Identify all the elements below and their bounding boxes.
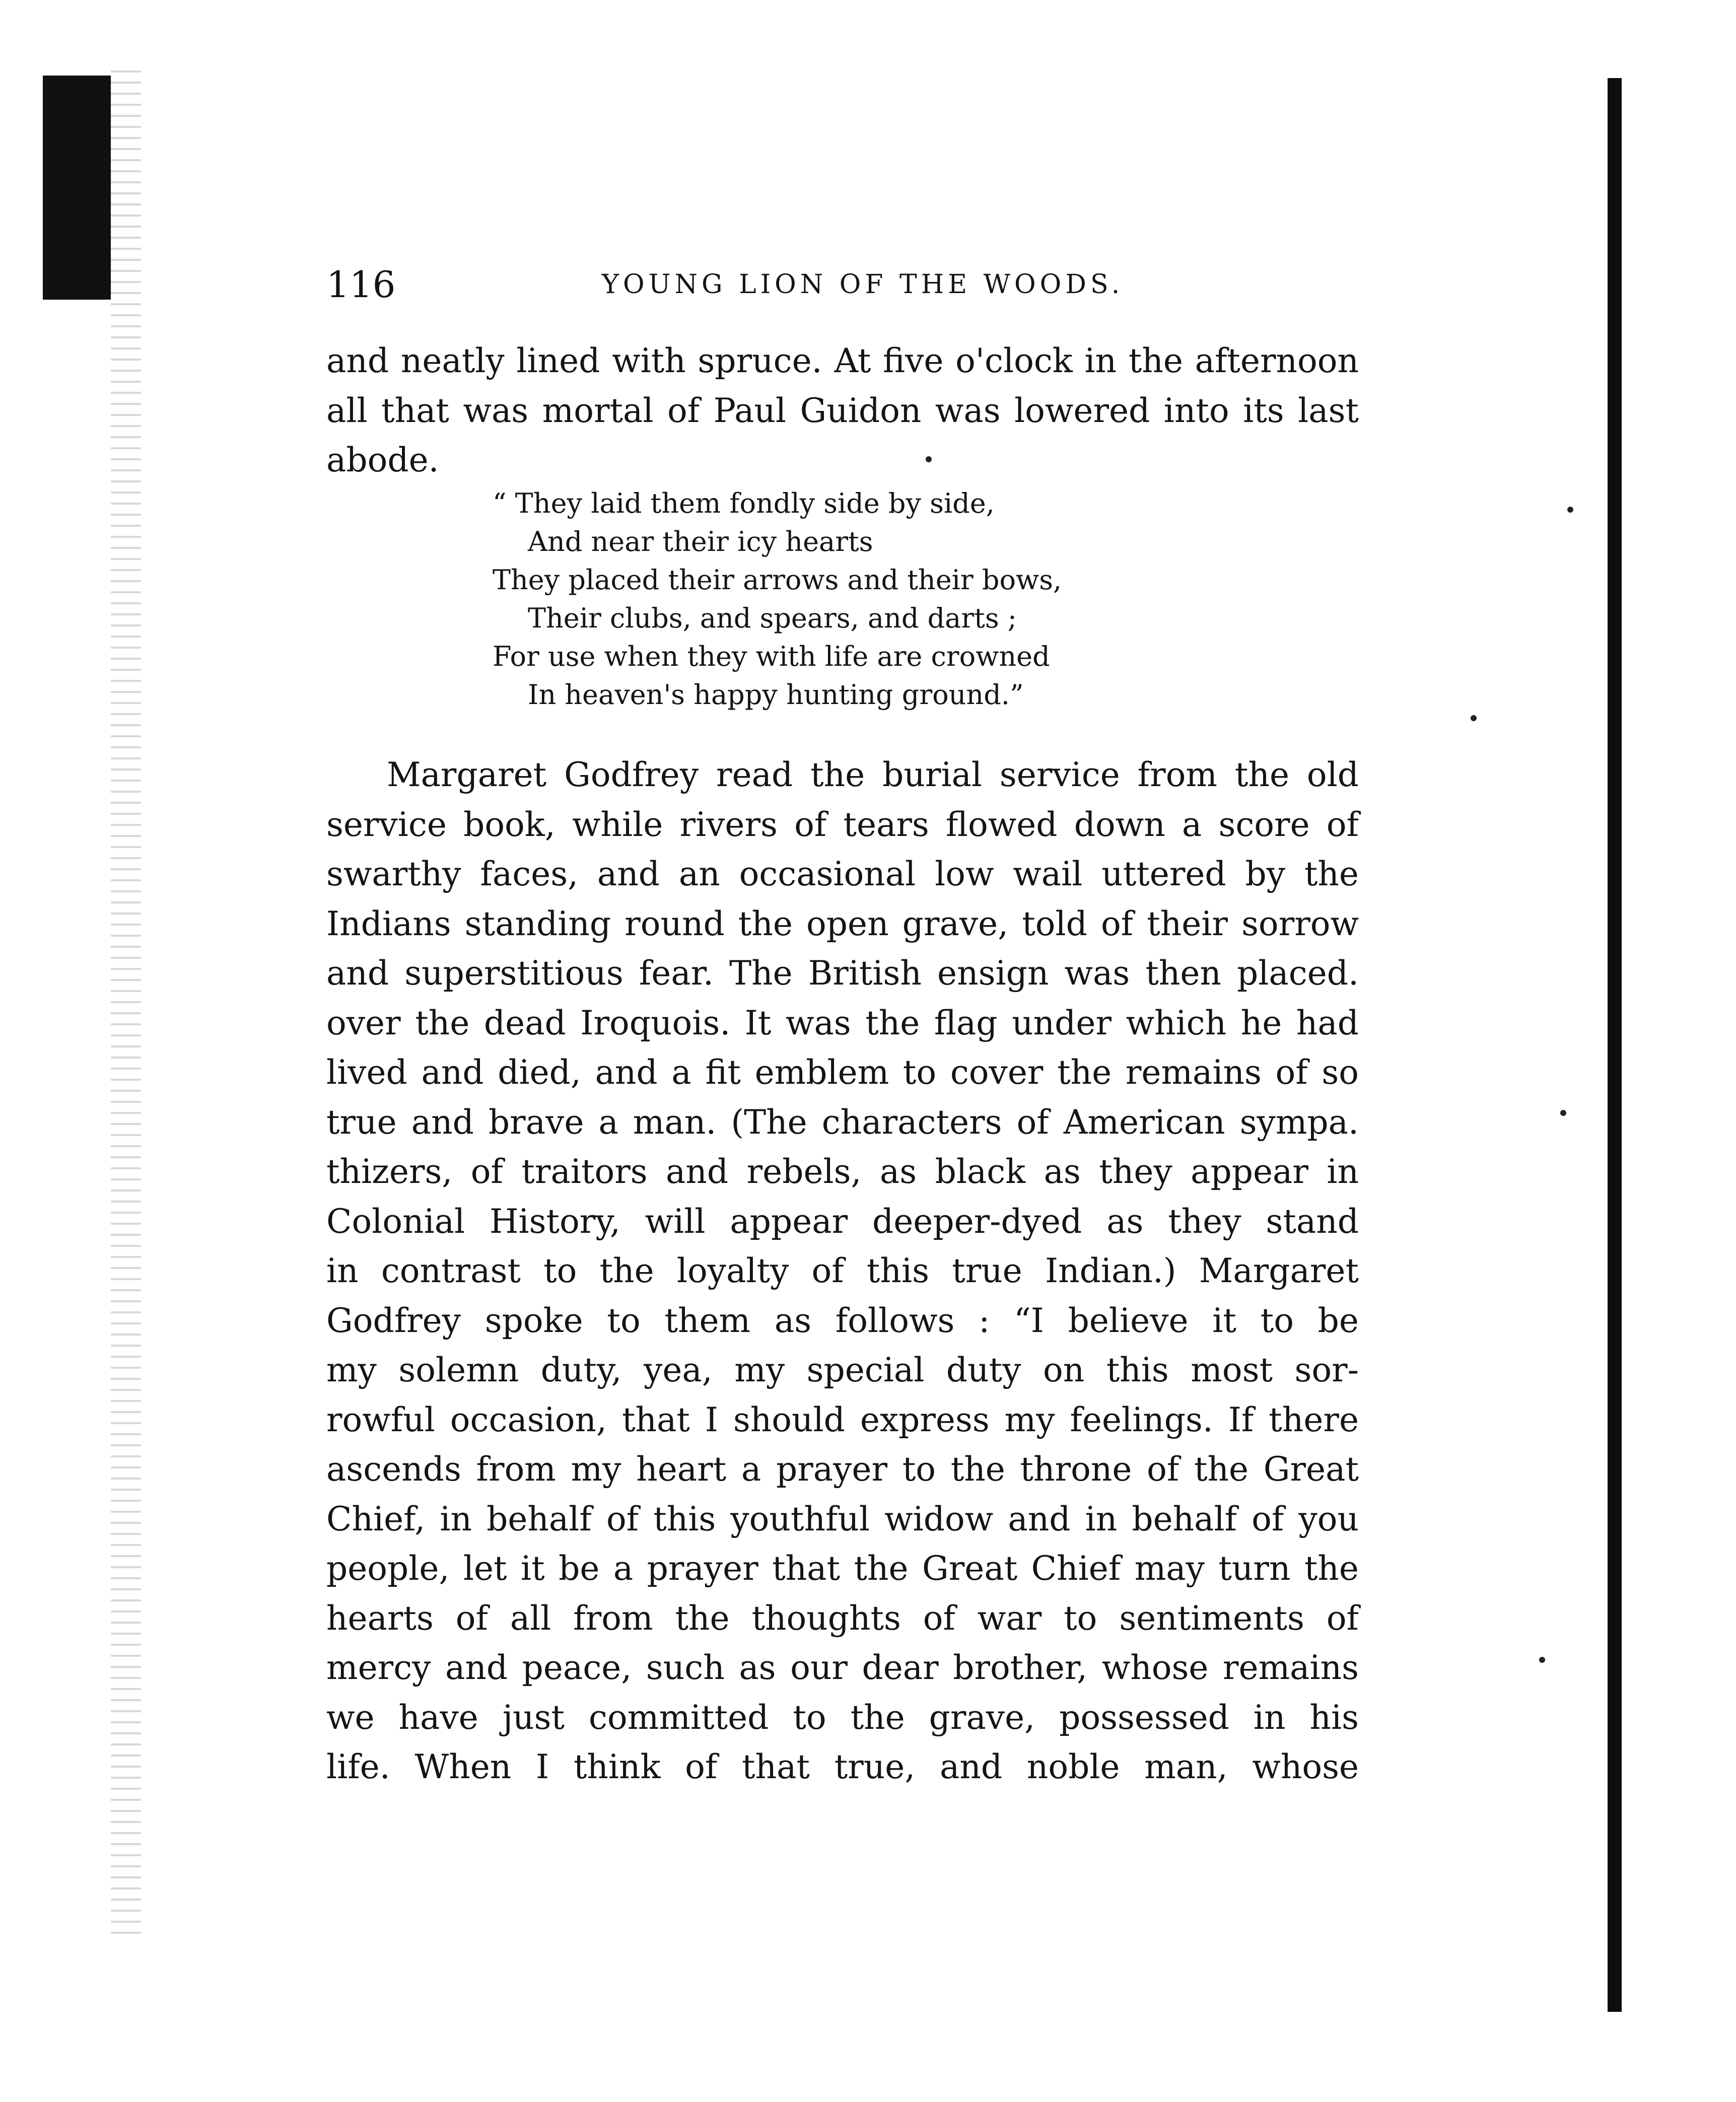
text-line: life. When I think of that true, and noble man, whose [326, 1747, 1359, 1786]
poem-quote [493, 484, 1157, 714]
text-line: thizers, of traitors and rebels, as black as they appear in [326, 1152, 1359, 1191]
scan-edge-right [1608, 78, 1622, 2012]
text-line: abode. [326, 441, 439, 479]
poem-line: For use when they with life are crowned [493, 641, 1050, 672]
text-line: and superstitious fear. The British ensign was then placed. [326, 954, 1359, 993]
text-line: Margaret Godfrey read the burial service from the old [387, 755, 1359, 794]
text-line: we have just committed to the grave, possessed in his [326, 1698, 1359, 1737]
scan-edge-left-fray [111, 71, 141, 1934]
text-line: lived and died, and a fit emblem to cover the remains of so [326, 1053, 1359, 1092]
text-line: in contrast to the loyalty of this true Indian.) Margaret [326, 1251, 1359, 1290]
text-line: hearts of all from the thoughts of war to sentiments of [326, 1598, 1359, 1638]
text-line: ascends from my heart a prayer to the throne of the Great [326, 1450, 1359, 1489]
text-line: all that was mortal of Paul Guidon was lowered into its last [326, 391, 1359, 430]
poem-line: And near their icy hearts [528, 526, 873, 557]
paragraph-1 [326, 336, 1359, 485]
poem-line: In heaven's happy hunting ground.” [528, 679, 1024, 711]
poem-line: “ They laid them fondly side by side, [493, 487, 995, 519]
running-head: YOUNG LION OF THE WOODS. [601, 269, 1124, 300]
text-line: swarthy faces, and an occasional low wail uttered by the [326, 855, 1359, 893]
text-line: and neatly lined with spruce. At five o'clock in the afternoon [326, 341, 1359, 380]
text-line: service book, while rivers of tears flowed down a score of [326, 805, 1359, 844]
print-speck [1567, 507, 1573, 513]
print-speck [1560, 1110, 1566, 1116]
scan-edge-left [43, 76, 111, 300]
text-line: Indians standing round the open grave, told of their sorrow [326, 904, 1359, 943]
text-line: Chief, in behalf of this youthful widow and in behalf of you [326, 1499, 1359, 1538]
paragraph-2 [326, 750, 1359, 1792]
text-line: my solemn duty, yea, my special duty on this most sor- [326, 1351, 1359, 1389]
print-speck [1471, 715, 1477, 721]
text-line: rowful occasion, that I should express my feelings. If there [326, 1400, 1359, 1439]
poem-line: Their clubs, and spears, and darts ; [528, 602, 1017, 634]
text-line: mercy and peace, such as our dear brother, whose remains [326, 1648, 1359, 1687]
page-header [326, 262, 1359, 307]
text-line: over the dead Iroquois. It was the flag under which he had [326, 1003, 1359, 1042]
print-speck [1539, 1657, 1545, 1663]
text-line: people, let it be a prayer that the Great Chief may turn the [326, 1549, 1359, 1588]
text-line: true and brave a man. (The characters of American sympa. [326, 1102, 1359, 1142]
page-number: 116 [326, 263, 396, 306]
text-line: Godfrey spoke to them as follows : “I believe it to be [326, 1301, 1359, 1340]
poem-line: They placed their arrows and their bows, [493, 564, 1062, 596]
text-line: Colonial History, will appear deeper-dyed as they stand [326, 1202, 1359, 1241]
